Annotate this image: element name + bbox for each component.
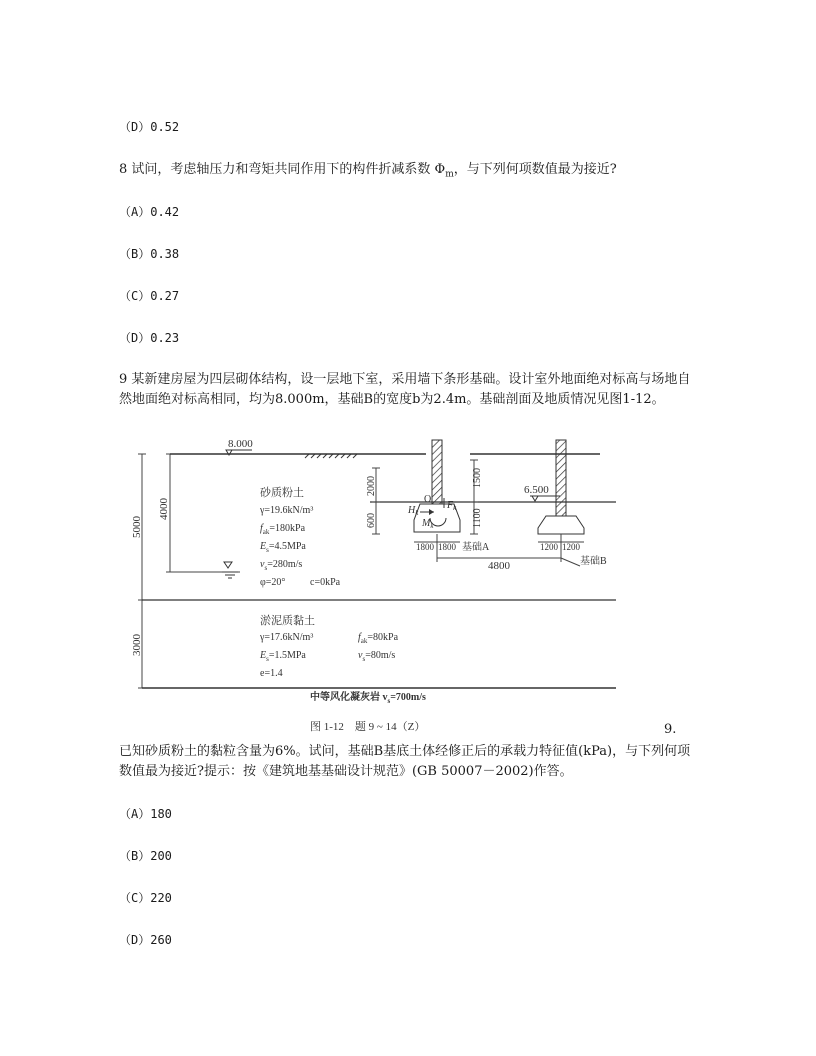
foundation-b-label: 基础B (580, 556, 607, 567)
layer2-fak: $f_{ak}=80kPa$ (358, 632, 399, 645)
mk-label: $M_k$ (422, 518, 434, 530)
hk-label: $H_k$ (408, 505, 419, 517)
dim-1200b: 1200 (562, 542, 580, 552)
layer1-fak: $f_{ak}=180kPa$ (260, 523, 306, 536)
foundation-a-label: 基础A (462, 542, 490, 553)
q8-option-c[interactable]: （C）0.27 (119, 289, 180, 303)
dim-1800b: 1800 (438, 542, 456, 552)
dim-2000: 2000 (366, 476, 377, 496)
dim-5000: 5000 (131, 516, 143, 538)
q8-option-d[interactable]: （D）0.23 (119, 331, 180, 345)
dim-1100: 1100 (472, 508, 483, 528)
q9-option-d[interactable]: （D）260 (119, 933, 172, 947)
dim-1800a: 1800 (416, 542, 434, 552)
dim-1200a: 1200 (540, 542, 558, 552)
figure-caption: 图 1-12 题 9 ~ 14（Z） (310, 721, 426, 733)
layer2-gamma: γ=17.6kN/m³ (260, 632, 314, 643)
layer1-vs: $v_s=280m/s$ (260, 559, 303, 572)
layer1-es: $E_s=4.5MPa$ (260, 541, 306, 554)
dim-3000: 3000 (131, 634, 143, 656)
q8-stem (119, 161, 617, 184)
layer1-gamma: γ=19.6kN/m³ (260, 505, 314, 516)
fk-label: $F_k$ (447, 500, 457, 512)
wall-a (432, 440, 442, 504)
q9-question: 已知砂质粉土的黏粒含量为6%。试问，基础B基底土体经修正后的承载力特征值(kPa)，与下列何项数值最为接近?提示：按《建筑地基基础设计规范》(GB 50007－2002)作答。 (119, 744, 691, 779)
q7-option-d: （D）0.52 (119, 120, 180, 134)
q8-stem-pre: 8 试问，考虑轴压力和弯矩共同作用下的构件折减系数 Φ (119, 162, 446, 177)
foundation-b-shape (538, 516, 584, 534)
layer2-vs: $v_s=80m/s$ (358, 650, 396, 663)
layer1-phi: φ=20° (260, 577, 286, 588)
dim-4000: 4000 (158, 498, 170, 520)
q9-intro: 9 某新建房屋为四层砌体结构，设一层地下室，采用墙下条形基础。设计室外地面绝对标高与场地自然地面绝对标高相同，均为8.000m，基础B的宽度b为2.4m。基础剖面及地质情况见图1-12。 (119, 372, 691, 407)
dim-4800: 4800 (488, 560, 510, 572)
point-o-label: O (424, 494, 432, 505)
elev-right-label: 6.500 (524, 484, 549, 496)
dim-600: 600 (366, 513, 377, 528)
layer1-c: c=0kPa (310, 577, 341, 588)
layer1-name: 砂质粉土 (260, 487, 304, 499)
q8-stem-post: ，与下列何项数值最为接近? (453, 162, 617, 177)
water-table-icon (222, 562, 238, 578)
layer2-e: e=1.4 (260, 668, 283, 679)
foundation-section-figure (130, 438, 620, 738)
q8-option-a[interactable]: （A）0.42 (119, 205, 180, 219)
q8-option-b[interactable]: （B）0.38 (119, 247, 180, 261)
q9-option-c[interactable]: （C）220 (119, 891, 172, 905)
q9-option-b[interactable]: （B）200 (119, 849, 172, 863)
q9-option-a[interactable]: （A）180 (119, 807, 172, 821)
layer2-es: $E_s=1.5MPa$ (260, 650, 306, 663)
rock-label: 中等风化凝灰岩 $v_s=700m/s$ (310, 692, 426, 705)
elev-top-label: 8.000 (228, 438, 253, 450)
q8-stem-sub: m (445, 169, 454, 180)
dimension-lines (138, 454, 240, 688)
dim-1500: 1500 (472, 468, 483, 488)
q9-number: 9. (664, 722, 677, 737)
layer2-name: 淤泥质黏土 (260, 615, 315, 627)
